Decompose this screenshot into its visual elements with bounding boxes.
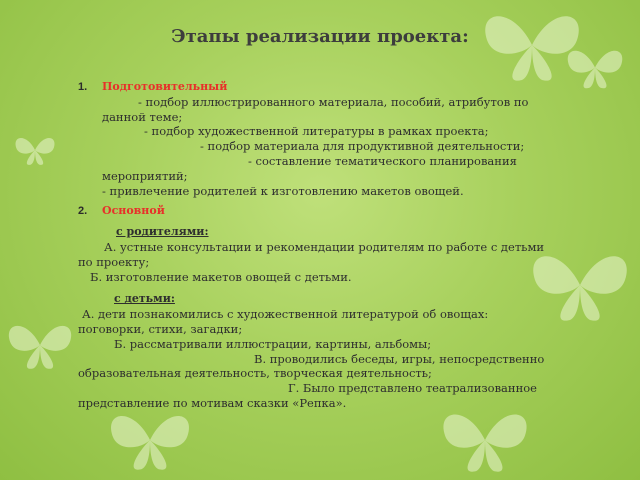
stage-2-heading: Основной [102,204,165,218]
butterfly-icon [560,40,630,95]
butterfly-icon [100,400,200,480]
parents-heading: с родителями: [116,225,209,239]
parents-item: А. устные консультации и рекомендации родителям по работе с детьми по проекту; [78,239,545,269]
children-item: В. проводились беседы, игры, непосредственно образовательная деятельность, творческая деятельность; [78,351,545,381]
stage-1-item: - привлечение родителей к изготовлению макетов овощей. [102,183,464,198]
stage-1-heading: Подготовительный [102,80,228,93]
content-body [78,80,550,411]
children-heading: с детьми: [114,292,175,306]
page-title: Этапы реализации проекта: [171,26,469,47]
butterfly-icon [0,290,80,400]
stage-1-item: - подбор материала для продуктивной деятельности; [200,139,525,154]
butterfly-icon [10,130,60,170]
children-item: А. дети познакомились с художественной литературой об овощах: поговорки, стихи, загадки; [78,307,489,336]
stage-1-item: - подбор художественной литературы в рамках проекта; [144,124,489,139]
stage-1-number: 1. [78,81,88,93]
stage-1-item: - подбор иллюстрированного материала, пособий, атрибутов по данной теме; [102,94,529,124]
parents-item: Б. изготовление макетов овощей с детьми. [90,269,352,284]
butterfly-icon [430,400,540,480]
children-item: Г. Было представлено театрализованное представление по мотивам сказки «Репка». [78,381,537,410]
children-item: Б. рассматривали иллюстрации, картины, альбомы; [114,336,432,351]
stage-2-number: 2. [78,205,88,218]
stage-1-item: - составление тематического планирования мероприятий; [102,153,517,183]
